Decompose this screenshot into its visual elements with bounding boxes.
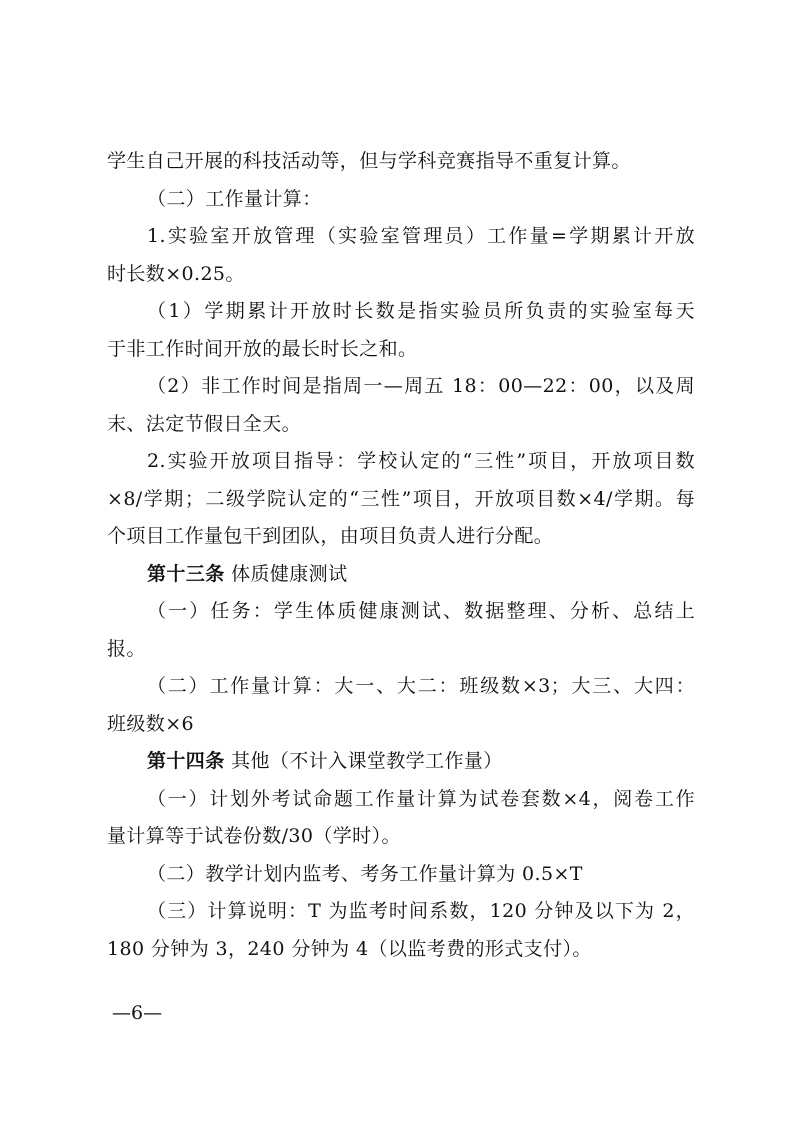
paragraph-line: 报。	[107, 637, 146, 660]
paragraph-line: 个项目工作量包干到团队，由项目负责人进行分配。	[107, 525, 554, 547]
article-number: 第十四条	[147, 750, 225, 772]
section-heading: （二）工作量计算：	[147, 187, 322, 210]
paragraph-line: （二）教学计划内监考、考务工作量计算为 0.5×T	[147, 862, 583, 885]
paragraph-line: 180 分钟为 3，240 分钟为 4（以监考费的形式支付）。	[107, 937, 592, 960]
paragraph-line: ×8/学期；二级学院认定的“三性”项目，开放项目数×4/学期。每	[107, 487, 695, 510]
paragraph-line: 2.实验开放项目指导：学校认定的“三性”项目，开放项目数	[147, 450, 695, 472]
article-title: 体质健康测试	[231, 562, 348, 585]
paragraph-line: （1）学期累计开放时长数是指实验员所负责的实验室每天	[147, 300, 695, 322]
paragraph-line: 学生自己开展的科技活动等，但与学科竞赛指导不重复计算。	[107, 150, 631, 172]
paragraph-line: 1.实验室开放管理（实验室管理员）工作量=学期累计开放	[147, 225, 695, 247]
paragraph-line: 末、法定节假日全天。	[107, 412, 302, 435]
paragraph-line: 量计算等于试卷份数/30（学时）。	[107, 825, 401, 847]
article-number: 第十三条	[147, 562, 225, 585]
paragraph-line: 班级数×6	[107, 712, 195, 735]
paragraph-line: （三）计算说明：T 为监考时间系数，120 分钟及以下为 2，	[147, 900, 695, 922]
page-number: —6—	[112, 1002, 163, 1024]
article-title: 其他（不计入课堂教学工作量）	[231, 750, 503, 772]
paragraph-line: （2）非工作时间是指周一—周五 18：00—22：00，以及周	[147, 375, 695, 397]
paragraph-line: （一）计划外考试命题工作量计算为试卷套数×4，阅卷工作	[147, 787, 695, 810]
body-text	[107, 143, 695, 968]
article-heading	[107, 743, 695, 781]
paragraph-line: （二）工作量计算：大一、大二：班级数×3；大三、大四：	[147, 675, 695, 697]
article-heading	[107, 556, 695, 594]
paragraph-line: 于非工作时间开放的最长时长之和。	[107, 337, 418, 360]
paragraph-line: 时长数×0.25。	[107, 262, 245, 285]
paragraph-line: （一）任务：学生体质健康测试、数据整理、分析、总结上	[147, 600, 695, 622]
